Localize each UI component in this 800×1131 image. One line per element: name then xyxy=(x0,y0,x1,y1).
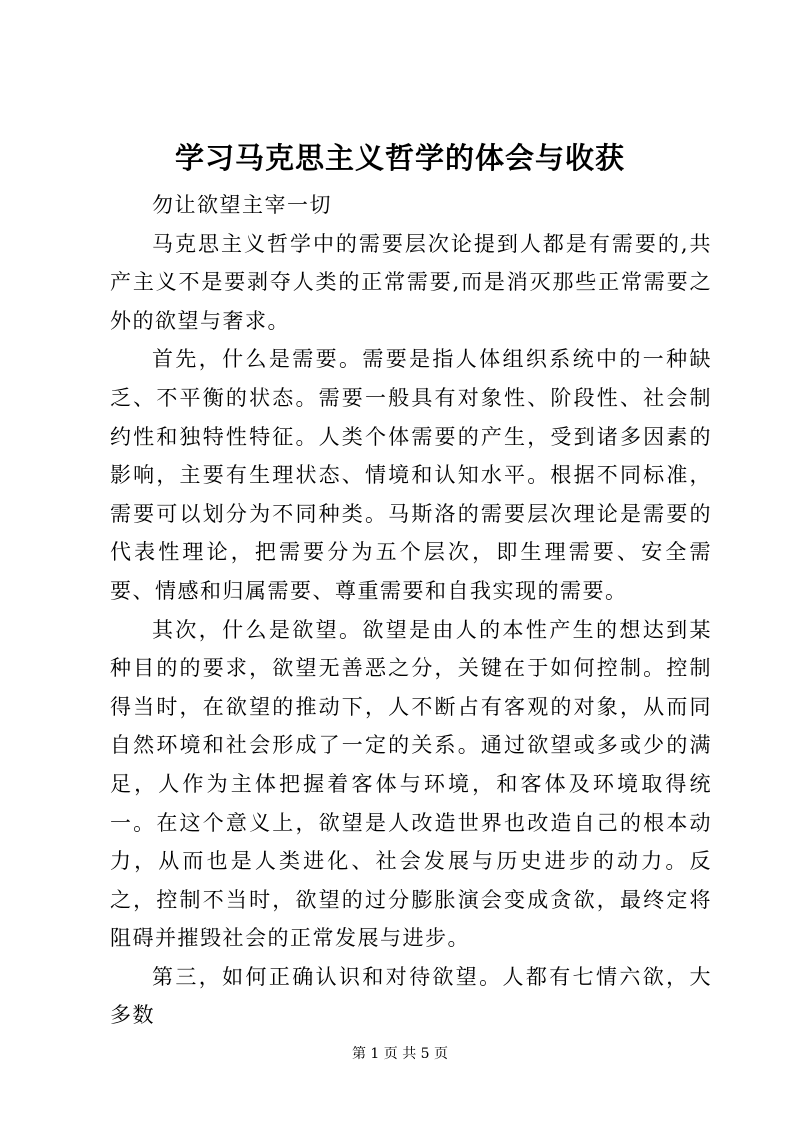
page-footer: 第 1 页 共 5 页 xyxy=(351,1046,449,1062)
document-body xyxy=(110,186,712,1035)
paragraph-intro: 马克思主义哲学中的需要层次论提到人都是有需要的,共产主义不是要剥夺人类的正常需要,而是消灭那些正常需要之外的欲望与奢求。 xyxy=(110,231,712,333)
paragraph-desire: 其次，什么是欲望。欲望是由人的本性产生的想达到某种目的的要求，欲望无善恶之分，关键在于如何控制。控制得当时，在欲望的推动下，人不断占有客观的对象，从而同自然环境和社会形成了一定的关系。通过欲望或多或少的满足，人作为主体把握着客体与环境，和客体及环境取得统一。在这个意义上，欲望是人改造世界也改造自己的根本动力，从而也是人类进化、社会发展与历史进步的动力。反之，控制不当时，欲望的过分膨胀演会变成贪欲，最终定将阻碍并摧毁社会的正常发展与进步。 xyxy=(110,617,712,951)
paragraph-subtitle: 勿让欲望主宰一切 xyxy=(152,193,332,217)
paragraph-need: 首先，什么是需要。需要是指人体组织系统中的一种缺乏、不平衡的状态。需要一般具有对象性、阶段性、社会制约性和独特性特征。人类个体需要的产生，受到诸多因素的影响，主要有生理状态、情境和认知水平。根据不同标准，需要可以划分为不同种类。马斯洛的需要层次理论是需要的代表性理论，把需要分为五个层次，即生理需要、安全需要、情感和归属需要、尊重需要和自我实现的需要。 xyxy=(110,347,712,603)
document-title: 学习马克思主义哲学的体会与收获 xyxy=(174,141,625,175)
paragraph-third: 第三，如何正确认识和对待欲望。人都有七情六欲，大多数 xyxy=(110,964,712,1028)
